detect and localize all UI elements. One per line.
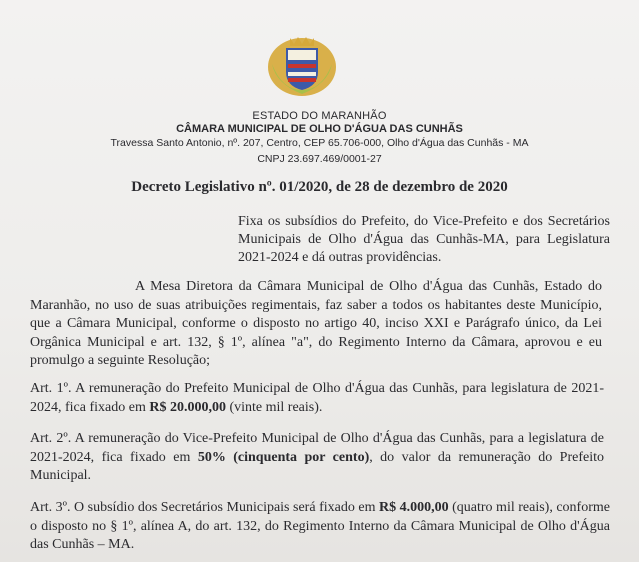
article-3 xyxy=(30,499,610,555)
article-2-percentage: 50% (cinquenta por cento) xyxy=(197,449,370,465)
cnpj-line: CNPJ 23.697.469/0001-27 xyxy=(257,153,382,165)
state-name: ESTADO DO MARANHÃO xyxy=(252,110,387,122)
article-3-text-end: (quatro mil reais), conforme o disposto no § 1º, alínea A, do art. 132, do Regimento Interno da Câmara Municipal de Olho d'Água das Cunhãs – MA. xyxy=(30,500,610,552)
article-1 xyxy=(30,380,604,417)
article-1-amount: R$ 20.000,00 xyxy=(149,399,226,415)
article-2-text-end: , do valor da remuneração do Prefeito Municipal. xyxy=(30,449,604,483)
decree-title: Decreto Legislativo nº. 01/2020, de 28 de dezembro de 2020 xyxy=(131,179,508,195)
article-1-text: Art. 1º. A remuneração do Prefeito Municipal de Olho d'Água das Cunhãs, para legislatura de 2021-2024, fica fixado em xyxy=(30,381,604,415)
chamber-name: CÂMARA MUNICIPAL DE OLHO D'ÁGUA DAS CUNHÃS xyxy=(176,123,463,135)
article-3-text: Art. 3º. O subsídio dos Secretários Municipais será fixado em xyxy=(30,500,379,515)
article-2-text: Art. 2º. A remuneração do Vice-Prefeito Municipal de Olho d'Água das Cunhãs, para a legislatura de 2021-2024, fica fixado em xyxy=(30,431,604,465)
article-2 xyxy=(30,430,604,486)
municipal-crest-icon xyxy=(266,34,338,98)
decree-summary: Fixa os subsídios do Prefeito, do Vice-Prefeito e dos Secretários Municipais de Olho d'Água das Cunhãs-MA, para Legislatura 2021-2024 e dá outras providências. xyxy=(238,214,610,265)
address-line: Travessa Santo Antonio, nº. 207, Centro, CEP 65.706-000, Olho d'Água das Cunhãs - MA xyxy=(110,137,529,149)
preamble-paragraph: A Mesa Diretora da Câmara Municipal de Olho d'Água das Cunhãs, Estado do Maranhão, no uso de suas atribuições regimentais, faz saber a todos os habitantes deste Município, que a Câmara Municipal, conforme o disposto no artigo 40, inciso XXI e Parágrafo único, da Lei Orgânica Municipal e art. 132, § 1º, alínea "a", do Regimento Interno da Câmara, aprovou e eu promulgo a seguinte Resolução; xyxy=(30,279,602,368)
article-3-amount: R$ 4.000,00 xyxy=(378,500,449,515)
article-1-text-end: (vinte mil reais). xyxy=(225,399,323,415)
